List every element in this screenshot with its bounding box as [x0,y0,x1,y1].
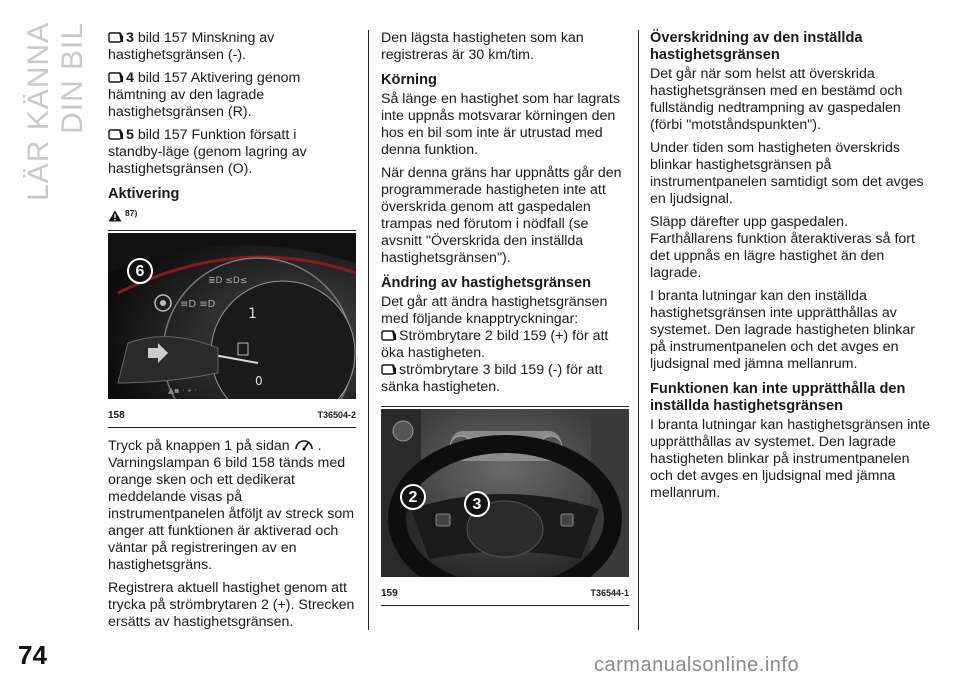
column-divider [638,30,639,630]
warning-triangle-icon [108,210,122,222]
car-reference-icon [108,32,124,43]
section-title: LÄR KÄNNA DIN BIL [22,22,89,202]
rule [108,427,356,428]
column-1 [108,30,356,637]
heading-andring: Ändring av hastighetsgränsen [381,275,592,291]
paragraph: Den lägsta hastigheten som kan registreras är 30 km/tim. [381,30,584,63]
car-reference-icon [108,72,124,83]
figure-159 [381,409,629,602]
svg-text:≣D ≤D≤: ≣D ≤D≤ [208,276,248,286]
speed-limiter-icon [294,438,314,452]
svg-text:888: 888 [491,441,511,454]
ref-item: 3 bild 157 Minskning av hastighetsgränsen (-). [108,30,275,63]
watermark: carmanualsonline.info [594,654,800,676]
figure-caption: 159 T36544-1 [381,588,629,599]
paragraph: Det går att ändra hastighetsgränsen med följande knapptryckningar: [381,294,608,327]
heading-aktivering: Aktivering [108,186,180,202]
heading-funktionen: Funktionen kan inte upprätthålla den inställda hastighetsgränsen [650,381,906,414]
paragraph: Registrera aktuell hastighet genom att trycka på strömbrytaren 2 (+). Strecken ersätts av hastighetsgränsen. [108,580,355,630]
column-divider [368,30,369,630]
paragraph: Under tiden som hastigheten överskrids blinkar hastighetsgränsen på instrumentpanelen samtidigt som det avges en ljudsignal. [650,140,924,207]
car-reference-icon [381,364,397,375]
column-3 [650,30,930,508]
rule [108,230,356,231]
svg-text:0: 0 [255,374,263,388]
paragraph: I branta lutningar kan hastighetsgränsen inte upprätthållas av systemet. Den lagrade hastigheten blinkar på instrumentpanelen och det avges en ljudsignal med jämna mellanrum. [650,417,930,501]
page-number: 74 [18,640,47,670]
column-2 [381,30,629,606]
svg-text:≡D ≡D: ≡D ≡D [180,299,216,310]
warning-note: 87) [108,205,356,222]
paragraph: När denna gräns har uppnåtts går den programmerade hastigheten inte att överskrida genom att gaspedalen trampas ned förutom i nödfall (se avsnitt "Överskrida den inställda hastighetsgränsen"). [381,165,622,266]
car-reference-icon [381,330,397,341]
heading-korning: Körning [381,72,437,88]
car-reference-icon [108,129,124,140]
callout-badge-3: 3 [464,491,490,517]
figure-158 [108,233,356,424]
callout-badge-6: 6 [127,258,153,284]
figure-caption: 158 T36504-2 [108,410,356,421]
ref-item: 4 bild 157 Aktivering genom hämtning av den lagrade hastighetsgränsen (R). [108,70,301,120]
paragraph: I branta lutningar kan den inställda hastighetsgränsen inte upprätthållas av systemet. Den lagrade hastigheten blinkar på instrumentpanelen och det avges en ljudsignal med jämna mellanrum. [650,288,915,372]
callout-badge-2: 2 [400,484,426,510]
list-item: Strömbrytare 2 bild 159 (+) för att öka hastigheten. [381,328,609,361]
paragraph: Tryck på knappen 1 på sidan . Varningslampan 6 bild 158 tänds med orange sken och ett dedikerat meddelande visas på instrumentpanelen åtföljt av streck som anger att funktionen är aktiverad och väntar på registreringen av en hastighetsgräns. [108,438,355,573]
paragraph: Så länge en hastighet som har lagrats inte uppnås motsvarar körningen den hos en bil som inte är utrustad med denna funktion. [381,91,620,158]
paragraph: Det går när som helst att överskrida hastighetsgränsen med en bestämd och fullständig nedtrampning av gaspedalen (förbi "motståndspunkten"). [650,66,903,133]
ref-item: 5 bild 157 Funktion försatt i standby-läge (genom lagring av hastighetsgränsen (O). [108,127,307,177]
rule [381,406,629,407]
instrument-cluster-image [108,233,356,399]
svg-text:▲▪ · ⌖ ·: ▲▪ · ⌖ · [168,386,197,395]
list-item: strömbrytare 3 bild 159 (-) för att sänka hastigheten. [381,362,603,395]
heading-overskridning: Överskridning av den inställda hastighetsgränsen [650,30,863,63]
svg-text:1: 1 [248,306,257,322]
paragraph: Släpp därefter upp gaspedalen. Farthållarens funktion återaktiveras så fort det uppnås en lägre hastighet än den lagrade. [650,214,915,281]
rule [381,605,629,606]
